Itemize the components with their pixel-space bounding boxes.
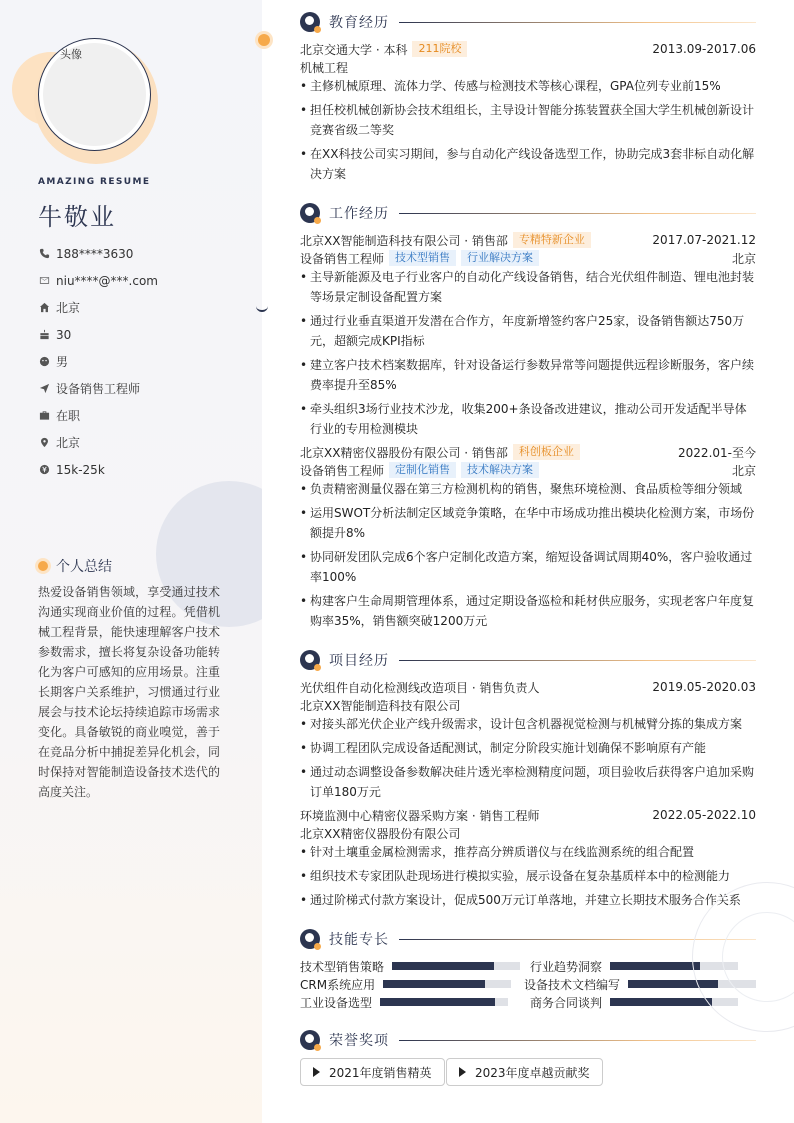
info-position-text: 设备销售工程师 <box>56 382 141 396</box>
job-2-role-row <box>300 461 756 479</box>
skill-name: CRM系统应用 <box>300 977 376 992</box>
list-item: • 通过动态调整设备参数解决硅片透光率检测精度问题，项目验收后获得客户追加采购订单180万元 <box>300 762 756 802</box>
salary-icon <box>38 464 50 476</box>
job-1-company: 北京XX智能制造科技有限公司 · 销售部 <box>300 233 508 248</box>
education-section-header <box>300 11 756 33</box>
list-item: • 担任校机械创新协会技术组组长，主导设计智能分拣装置获全国大学生机械创新设计竞赛省级二等奖 <box>300 100 756 140</box>
project-2-company-row <box>300 824 756 842</box>
job-2-role-tag: 技术解决方案 <box>461 462 539 478</box>
project-2-row <box>300 806 756 824</box>
info-age-text: 30 <box>56 327 72 342</box>
skill-bar-fill <box>383 980 485 988</box>
info-status <box>38 402 158 429</box>
list-item: • 主修机械原理、流体力学、传感与检测技术等核心课程，GPA位列专业前15% <box>300 76 756 96</box>
personal-info-list <box>38 240 158 483</box>
summary-title: 个人总结 <box>56 559 112 575</box>
job-2-company: 北京XX精密仪器股份有限公司 · 销售部 <box>300 445 508 460</box>
info-location-text: 北京 <box>56 436 81 450</box>
candidate-name: 牛敬业 <box>38 203 116 231</box>
project-section-header <box>300 649 756 671</box>
info-phone-text: 188****3630 <box>56 246 134 261</box>
job-2-role: 设备销售工程师 <box>300 463 385 478</box>
skills-section-header <box>300 928 756 950</box>
play-icon <box>313 1067 320 1077</box>
job-2-company-tag: 科创板企业 <box>513 444 580 460</box>
project-1-date: 2019.05-2020.03 <box>652 680 756 694</box>
list-item: • 负责精密测量仪器在第三方检测机构的销售，聚焦环境检测、食品质检等细分领域 <box>300 479 756 499</box>
job-1-role: 设备销售工程师 <box>300 251 385 266</box>
job-1-role-tag: 技术型销售 <box>389 250 456 266</box>
job-1-role-tag: 行业解决方案 <box>461 250 539 266</box>
info-email-text: niu****@***.com <box>56 273 158 288</box>
project-1-bullets <box>300 714 756 806</box>
skill-bar-fill <box>392 962 494 970</box>
section-icon <box>300 203 320 223</box>
job-1-role-row <box>300 249 756 267</box>
info-home <box>38 294 158 321</box>
job-1-company-tag: 专精特新企业 <box>513 232 591 248</box>
project-2-date: 2022.05-2022.10 <box>652 808 756 822</box>
skill-item <box>300 958 520 974</box>
job-2-company-row <box>300 443 756 461</box>
skill-bar <box>380 998 508 1006</box>
section-divider <box>399 22 756 23</box>
phone-icon <box>38 248 50 260</box>
avatar <box>43 43 146 146</box>
project-title: 项目经历 <box>329 653 389 669</box>
project-2-bullets <box>300 842 756 914</box>
mail-icon <box>38 275 50 287</box>
award-name: 2023年度卓越贡献奖 <box>475 1065 590 1080</box>
job-1-company-row <box>300 231 756 249</box>
education-major-row <box>300 58 756 76</box>
skill-name: 行业趋势洞察 <box>530 959 603 974</box>
info-phone <box>38 240 158 267</box>
job-2-role-tag: 定制化销售 <box>389 462 456 478</box>
section-divider <box>399 1040 756 1041</box>
project-1-row <box>300 678 756 696</box>
education-title: 教育经历 <box>329 15 389 31</box>
section-icon <box>300 650 320 670</box>
send-icon <box>38 383 50 395</box>
info-home-text: 北京 <box>56 301 81 315</box>
job-2-bullets <box>300 479 756 635</box>
section-icon <box>300 1030 320 1050</box>
resume-tagline: AMAZING RESUME <box>38 177 151 187</box>
info-age <box>38 321 158 348</box>
summary-header <box>38 556 112 576</box>
gender-icon <box>38 356 50 368</box>
work-section-header <box>300 202 756 224</box>
education-row <box>300 40 756 58</box>
cake-icon <box>38 329 50 341</box>
education-major: 机械工程 <box>300 60 349 75</box>
awards-title: 荣誉奖项 <box>329 1033 389 1049</box>
project-1-company: 北京XX智能制造科技有限公司 <box>300 698 461 713</box>
project-1-name: 光伏组件自动化检测线改造项目 · 销售负责人 <box>300 680 540 695</box>
award-name: 2021年度销售精英 <box>329 1065 432 1080</box>
section-divider <box>399 213 756 214</box>
list-item: • 对接头部光伏企业产线升级需求，设计包含机器视觉检测与机械臂分拣的集成方案 <box>300 714 756 734</box>
list-item: • 主导新能源及电子行业客户的自动化产线设备销售，结合光伏组件制造、锂电池封装等场景定制设备配置方案 <box>300 267 756 307</box>
job-1-date: 2017.07-2021.12 <box>652 233 756 247</box>
skill-bar <box>392 962 520 970</box>
info-salary-text: 15k-25k <box>56 462 105 477</box>
project-2-name: 环境监测中心精密仪器采购方案 · 销售工程师 <box>300 808 540 823</box>
project-1-company-row <box>300 696 756 714</box>
education-bullets <box>300 76 756 188</box>
job-2-city: 北京 <box>731 463 756 478</box>
education-school: 北京交通大学 · 本科 <box>300 42 408 57</box>
list-item: • 在XX科技公司实习期间，参与自动化产线设备选型工作，协助完成3套非标自动化解决方案 <box>300 144 756 184</box>
education-date: 2013.09-2017.06 <box>652 42 756 56</box>
skill-name: 设备技术文档编写 <box>524 977 621 992</box>
skill-name: 技术型销售策略 <box>300 959 385 974</box>
info-position <box>38 375 158 402</box>
summary-text: 热爱设备销售领域，享受通过技术沟通实现商业价值的过程。凭借机械工程背景，能快速理解客户技术参数需求，擅长将复杂设备功能转化为客户可感知的应用场景。注重长期客户关系维护，习惯通过行业展会与技术论坛持续追踪市场需求变化。具备敏锐的商业嗅觉，善于在竞品分析中捕捉差异化机会，同时保持对智能制造设备技术迭代的高度关注。 <box>38 585 220 799</box>
list-item: • 组织技术专家团队赴现场进行模拟实验，展示设备在复杂基质样本中的检测能力 <box>300 866 756 886</box>
list-item: • 通过行业垂直渠道开发潜在合作方，年度新增签约客户25家，设备销售额达750万元，超额完成KPI指标 <box>300 311 756 351</box>
awards-section-header <box>300 1029 756 1051</box>
info-location <box>38 429 158 456</box>
info-salary <box>38 456 158 483</box>
skill-name: 商务合同谈判 <box>530 995 603 1010</box>
list-item: • 协同研发团队完成6个客户定制化改造方案，缩短设备调试周期40%，客户验收通过率100% <box>300 547 756 587</box>
home-icon <box>38 302 50 314</box>
list-item: • 通过阶梯式付款方案设计，促成500万元订单落地，并建立长期技术服务合作关系 <box>300 890 756 910</box>
section-icon <box>300 12 320 32</box>
education-tag: 211院校 <box>412 41 467 57</box>
job-1-city: 北京 <box>731 251 756 266</box>
skill-bar <box>383 980 511 988</box>
job-1-bullets <box>300 267 756 443</box>
summary-dot-icon <box>38 561 48 571</box>
skill-item <box>300 994 508 1010</box>
list-item: • 运用SWOT分析法制定区域竞争策略，在华中市场成功推出模块化检测方案，市场份额提升8% <box>300 503 756 543</box>
list-item: • 构建客户生命周期管理体系，通过定期设备巡检和耗材供应服务，实现老客户年度复购率35%，销售额突破1200万元 <box>300 591 756 631</box>
skill-bar-fill <box>610 998 712 1006</box>
list-item: • 牵头组织3场行业技术沙龙，收集200+条设备改进建议，推动公司开发适配半导体行业的专用检测模块 <box>300 399 756 439</box>
avatar-label: 头像 <box>60 48 82 61</box>
section-icon <box>300 929 320 949</box>
section-divider <box>399 660 756 661</box>
job-2-date: 2022.01-至今 <box>678 445 756 460</box>
project-2-company: 北京XX精密仪器股份有限公司 <box>300 826 461 841</box>
work-title: 工作经历 <box>329 206 389 222</box>
skill-bar-fill <box>610 962 700 970</box>
play-icon <box>459 1067 466 1077</box>
info-email <box>38 267 158 294</box>
info-status-text: 在职 <box>56 409 81 423</box>
sidebar <box>0 0 262 1123</box>
briefcase-icon <box>38 410 50 422</box>
skill-bar-fill <box>380 998 495 1006</box>
list-item: • 建立客户技术档案数据库，针对设备运行参数异常等问题提供远程诊断服务，客户续费率提升至85% <box>300 355 756 395</box>
award-badge <box>446 1058 603 1086</box>
location-pin-icon <box>38 437 50 449</box>
skill-item <box>300 976 511 992</box>
skills-title: 技能专长 <box>329 932 389 948</box>
skill-name: 工业设备选型 <box>300 995 373 1010</box>
list-item: • 针对土壤重金属检测需求，推荐高分辨质谱仪与在线监测系统的组合配置 <box>300 842 756 862</box>
list-item: • 协调工程团队完成设备适配测试，制定分阶段实施计划确保不影响原有产能 <box>300 738 756 758</box>
award-badge <box>300 1058 445 1086</box>
info-gender-text: 男 <box>56 355 69 369</box>
info-gender <box>38 348 158 375</box>
